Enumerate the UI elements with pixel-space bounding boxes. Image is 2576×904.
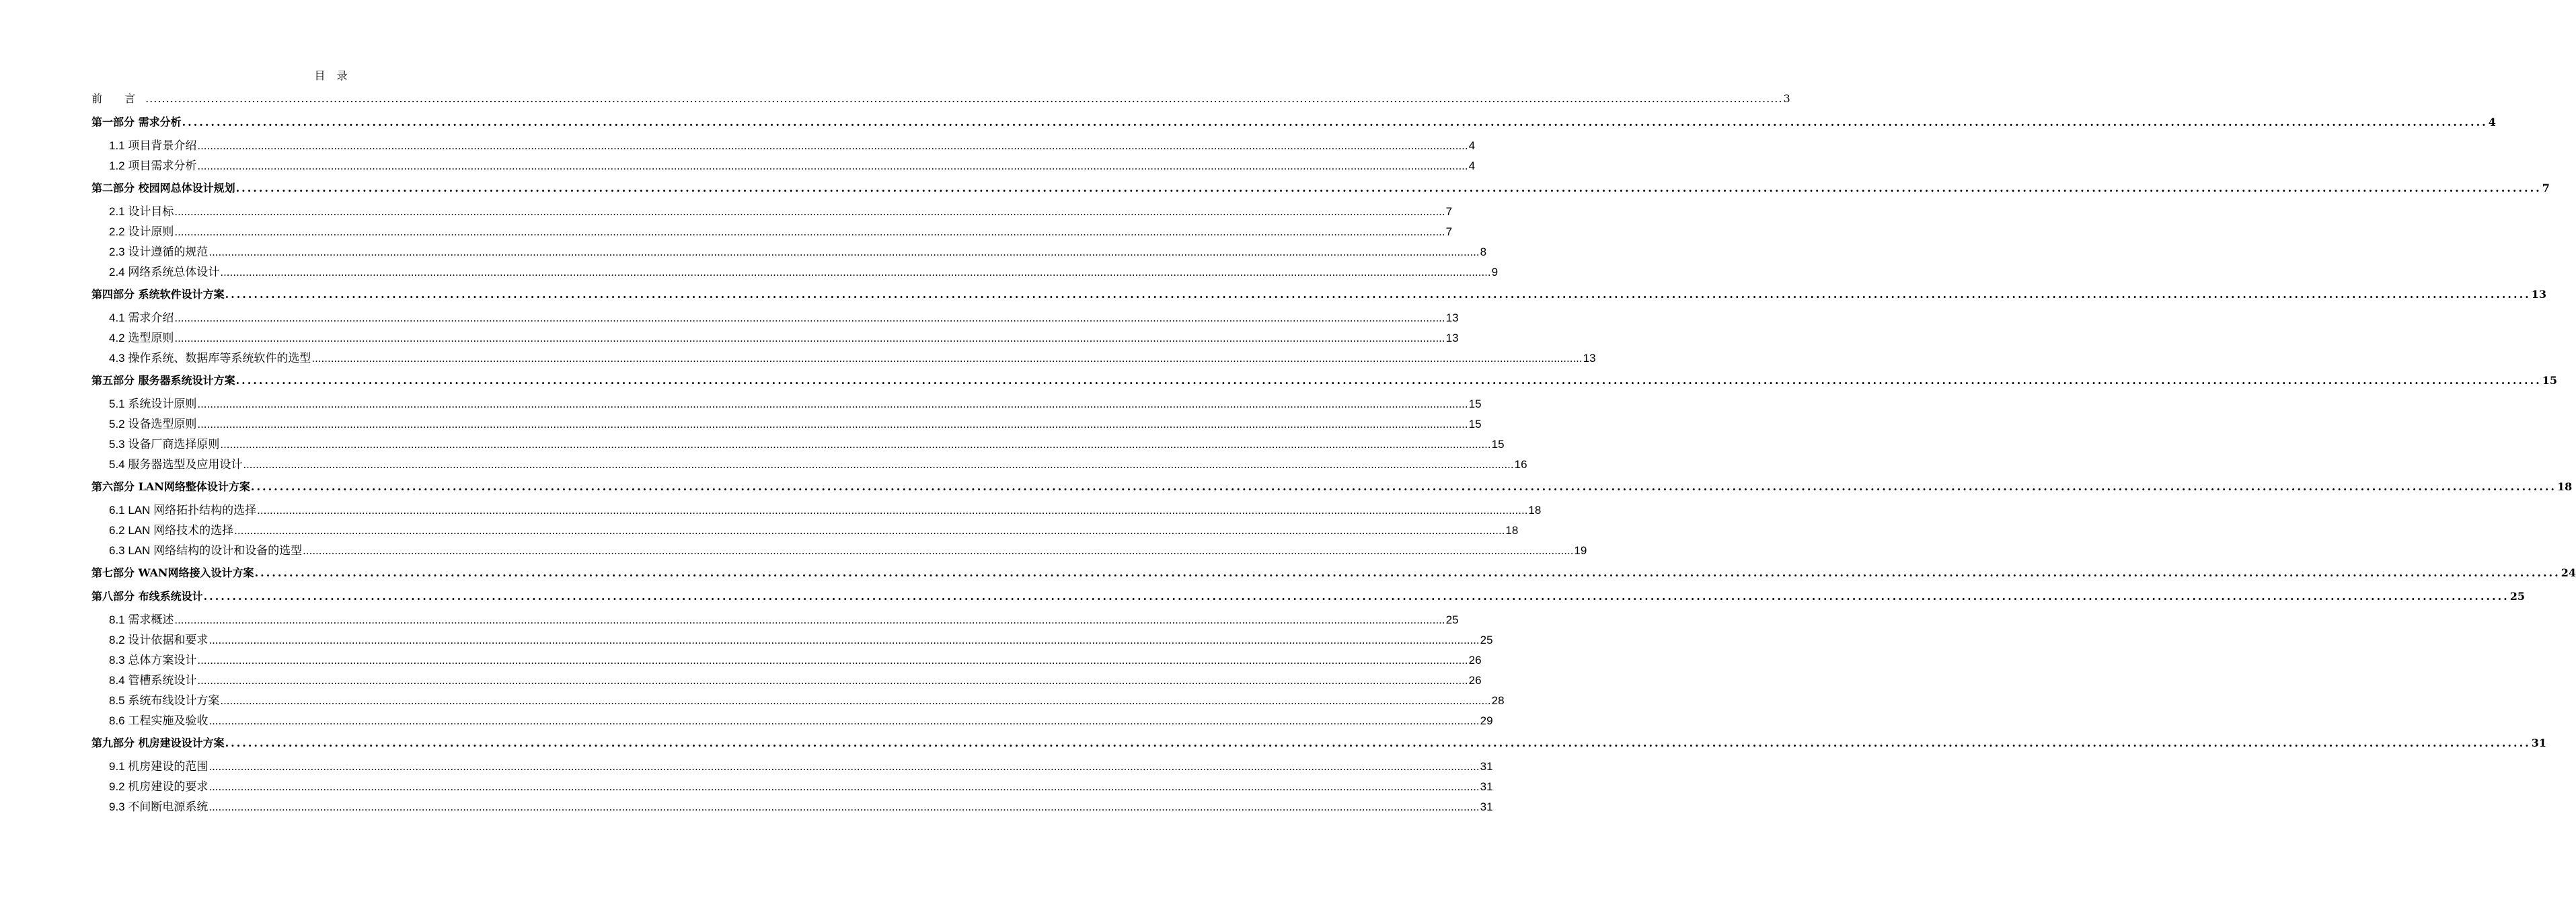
dot-leader: ................................................................................................................................................................................................................................................................................................................................................................................................................ [203, 590, 2509, 603]
toc-page-number: 4 [2488, 116, 2496, 128]
dot-leader: ................................................................................................................................................................................................................................................................................................................................................................................................................ [257, 504, 1528, 517]
toc-page-number: 31 [1480, 800, 1493, 813]
toc-entry-label: 第五部分 服务器系统设计方案 [91, 374, 235, 387]
toc-page-number: 7 [1445, 205, 1453, 218]
dot-leader: ................................................................................................................................................................................................................................................................................................................................................................................................................ [209, 714, 1480, 727]
toc-subentry[interactable] [109, 500, 1542, 517]
toc-subentry[interactable] [109, 797, 1493, 814]
toc-page-number: 15 [1468, 418, 1482, 430]
toc-entry-label: 5.1 系统设计原则 [109, 398, 197, 410]
toc-subentry[interactable] [109, 308, 1459, 325]
toc-page-number: 24 [2561, 566, 2576, 579]
dot-leader: ................................................................................................................................................................................................................................................................................................................................................................................................................ [209, 760, 1480, 773]
toc-entry[interactable] [91, 588, 2525, 603]
dot-leader: ................................................................................................................................................................................................................................................................................................................................................................................................................ [174, 225, 1445, 238]
toc-subentry[interactable] [109, 455, 1527, 472]
toc-entry-label: 5.2 设备选型原则 [109, 418, 197, 430]
toc-page-number: 25 [2509, 590, 2525, 603]
toc-entry-label: 9.3 不间断电源系统 [109, 800, 209, 813]
dot-leader: ................................................................................................................................................................................................................................................................................................................................................................................................................ [182, 116, 2488, 128]
toc-subentry[interactable] [109, 414, 1482, 431]
toc-page-number: 4 [1468, 159, 1476, 172]
toc-page-number: 26 [1468, 654, 1482, 667]
toc-entry-label: 第九部分 机房建设设计方案 [91, 737, 225, 749]
toc-page-number: 15 [1491, 438, 1505, 451]
toc-entry-label: 8.6 工程实施及验收 [109, 714, 209, 727]
toc-entry[interactable] [91, 90, 1791, 106]
toc-subentry[interactable] [109, 610, 1459, 627]
toc-subentry[interactable] [109, 691, 1505, 708]
dot-leader: ................................................................................................................................................................................................................................................................................................................................................................................................................ [311, 352, 1583, 365]
dot-leader: ................................................................................................................................................................................................................................................................................................................................................................................................................ [303, 544, 1574, 557]
toc-entry[interactable] [91, 372, 2557, 387]
toc-entry-label: 9.2 机房建设的要求 [109, 780, 209, 793]
dot-leader: ................................................................................................................................................................................................................................................................................................................................................................................................................ [174, 311, 1445, 324]
toc-page-number: 31 [2531, 737, 2546, 749]
dot-leader: ................................................................................................................................................................................................................................................................................................................................................................................................................ [197, 418, 1468, 430]
toc-entry-label: 第八部分 布线系统设计 [91, 590, 203, 603]
toc-entry[interactable] [91, 180, 2550, 195]
toc-subentry[interactable] [109, 262, 1499, 279]
toc-entry[interactable] [91, 564, 2576, 580]
toc-page-number: 15 [2542, 374, 2557, 387]
toc-entry-label: 6.1 LAN 网络拓扑结构的选择 [109, 504, 257, 517]
toc-subentry[interactable] [109, 777, 1493, 794]
toc-entry-label: 2.4 网络系统总体设计 [109, 266, 220, 278]
dot-leader: ................................................................................................................................................................................................................................................................................................................................................................................................................ [254, 566, 2561, 579]
toc-entry-label: 第七部分 WAN网络接入设计方案 [91, 566, 254, 579]
toc-page-number: 3 [1783, 92, 1791, 105]
toc-subentry[interactable] [109, 328, 1459, 345]
toc-entry-label: 8.5 系统布线设计方案 [109, 694, 220, 707]
dot-leader: ................................................................................................................................................................................................................................................................................................................................................................................................................ [250, 480, 2556, 493]
dot-leader: ................................................................................................................................................................................................................................................................................................................................................................................................................ [197, 398, 1468, 410]
dot-leader: ................................................................................................................................................................................................................................................................................................................................................................................................................ [209, 800, 1480, 813]
toc-page-number: 8 [1480, 246, 1487, 258]
toc-page-number: 29 [1480, 714, 1493, 727]
toc-subentry[interactable] [109, 541, 1587, 558]
toc-entry-label: 5.4 服务器选型及应用设计 [109, 458, 243, 471]
toc-page-number: 18 [1528, 504, 1542, 517]
toc-entry-label: 8.1 需求概述 [109, 613, 174, 626]
toc-entry[interactable] [91, 114, 2496, 129]
dot-leader: ................................................................................................................................................................................................................................................................................................................................................................................................................ [197, 654, 1468, 667]
toc-entry-label: 8.3 总体方案设计 [109, 654, 197, 667]
toc-subentry[interactable] [109, 711, 1493, 728]
toc-entry[interactable] [91, 735, 2546, 750]
toc-subentry[interactable] [109, 521, 1519, 537]
toc-entry-label: 1.1 项目背景介绍 [109, 139, 197, 152]
dot-leader: ................................................................................................................................................................................................................................................................................................................................................................................................................ [174, 613, 1445, 626]
toc-subentry[interactable] [109, 222, 1453, 239]
toc-entry-label: 4.2 选型原则 [109, 332, 174, 344]
dot-leader: ................................................................................................................................................................................................................................................................................................................................................................................................................ [220, 438, 1491, 451]
toc-entry-label: 1.2 项目需求分析 [109, 159, 197, 172]
dot-leader: ................................................................................................................................................................................................................................................................................................................................................................................................................ [243, 458, 1514, 471]
toc-subentry[interactable] [109, 435, 1505, 451]
dot-leader: ................................................................................................................................................................................................................................................................................................................................................................................................................ [225, 288, 2531, 301]
dot-leader: ................................................................................................................................................................................................................................................................................................................................................................................................................ [174, 332, 1445, 344]
toc-page-number: 13 [2531, 288, 2546, 301]
dot-leader: ................................................................................................................................................................................................................................................................................................................................................................................................................ [209, 246, 1480, 258]
toc-page-number: 25 [1480, 634, 1493, 646]
toc-entry-label: 9.1 机房建设的范围 [109, 760, 209, 773]
toc-entry-label: 6.3 LAN 网络结构的设计和设备的选型 [109, 544, 303, 557]
toc-subentry[interactable] [109, 650, 1482, 667]
toc-title: 目 录 [314, 69, 352, 82]
toc-entry-label: 4.3 操作系统、数据库等系统软件的选型 [109, 352, 311, 365]
toc-entry-label: 8.2 设计依据和要求 [109, 634, 209, 646]
toc-subentry[interactable] [109, 630, 1493, 647]
toc-entry-label: 第一部分 需求分析 [91, 116, 182, 128]
toc-entry-label: 2.1 设计目标 [109, 205, 174, 218]
toc-page-number: 16 [1514, 458, 1527, 471]
toc-entry[interactable] [91, 478, 2573, 494]
dot-leader: ................................................................................................................................................................................................................................................................................................................................................................................................................ [220, 266, 1491, 278]
dot-leader: ................................................................................................................................................................................................................................................................................................................................................................................................................ [235, 182, 2542, 194]
toc-page-number: 25 [1445, 613, 1459, 626]
toc-page-number: 31 [1480, 760, 1493, 773]
toc-entry-label: 5.3 设备厂商选择原则 [109, 438, 220, 451]
toc-subentry[interactable] [109, 757, 1493, 774]
dot-leader: ................................................................................................................................................................................................................................................................................................................................................................................................................ [197, 139, 1468, 152]
toc-subentry[interactable] [109, 348, 1596, 365]
toc-subentry[interactable] [109, 671, 1482, 687]
toc-entry[interactable] [91, 286, 2546, 301]
dot-leader: ................................................................................................................................................................................................................................................................................................................................................................................................................ [209, 780, 1480, 793]
dot-leader: ................................................................................................................................................................................................................................................................................................................................................................................................................ [174, 205, 1445, 218]
toc-page-number: 15 [1468, 398, 1482, 410]
dot-leader: ................................................................................................................................................................................................................................................................................................................................................................................................................ [145, 92, 1783, 105]
toc-page-number: 13 [1445, 332, 1459, 344]
toc-subentry[interactable] [109, 242, 1487, 259]
toc-page-number: 9 [1491, 266, 1499, 278]
dot-leader: ................................................................................................................................................................................................................................................................................................................................................................................................................ [234, 524, 1505, 537]
toc-page-number: 18 [2557, 480, 2573, 493]
toc-entry-label: 4.1 需求介绍 [109, 311, 174, 324]
toc-page-number: 4 [1468, 139, 1476, 152]
dot-leader: ................................................................................................................................................................................................................................................................................................................................................................................................................ [235, 374, 2542, 387]
toc-page-number: 28 [1491, 694, 1505, 707]
toc-page-number: 31 [1480, 780, 1493, 793]
toc-subentry[interactable] [109, 136, 1476, 153]
toc-entry-label: 2.3 设计遵循的规范 [109, 246, 209, 258]
toc-page-number: 18 [1505, 524, 1519, 537]
toc-entry-label: 前 言 [91, 92, 145, 105]
dot-leader: ................................................................................................................................................................................................................................................................................................................................................................................................................ [209, 634, 1480, 646]
toc-page-number: 7 [2542, 182, 2550, 194]
toc-page-number: 13 [1583, 352, 1596, 365]
toc-page-number: 19 [1574, 544, 1587, 557]
dot-leader: ................................................................................................................................................................................................................................................................................................................................................................................................................ [220, 694, 1491, 707]
dot-leader: ................................................................................................................................................................................................................................................................................................................................................................................................................ [225, 737, 2531, 749]
toc-subentry[interactable] [109, 394, 1482, 411]
dot-leader: ................................................................................................................................................................................................................................................................................................................................................................................................................ [197, 159, 1468, 172]
toc-page-number: 26 [1468, 674, 1482, 687]
toc-entry-label: 6.2 LAN 网络技术的选择 [109, 524, 234, 537]
toc-entry-label: 第二部分 校园网总体设计规划 [91, 182, 235, 194]
dot-leader: ................................................................................................................................................................................................................................................................................................................................................................................................................ [197, 674, 1468, 687]
toc-entry-label: 8.4 管槽系统设计 [109, 674, 197, 687]
toc-subentry[interactable] [109, 202, 1453, 219]
toc-subentry[interactable] [109, 156, 1476, 173]
toc-entry-label: 第四部分 系统软件设计方案 [91, 288, 225, 301]
toc-entry-label: 2.2 设计原则 [109, 225, 174, 238]
toc-page-number: 13 [1445, 311, 1459, 324]
toc-page-number: 7 [1445, 225, 1453, 238]
toc-entry-label: 第六部分 LAN网络整体设计方案 [91, 480, 250, 493]
